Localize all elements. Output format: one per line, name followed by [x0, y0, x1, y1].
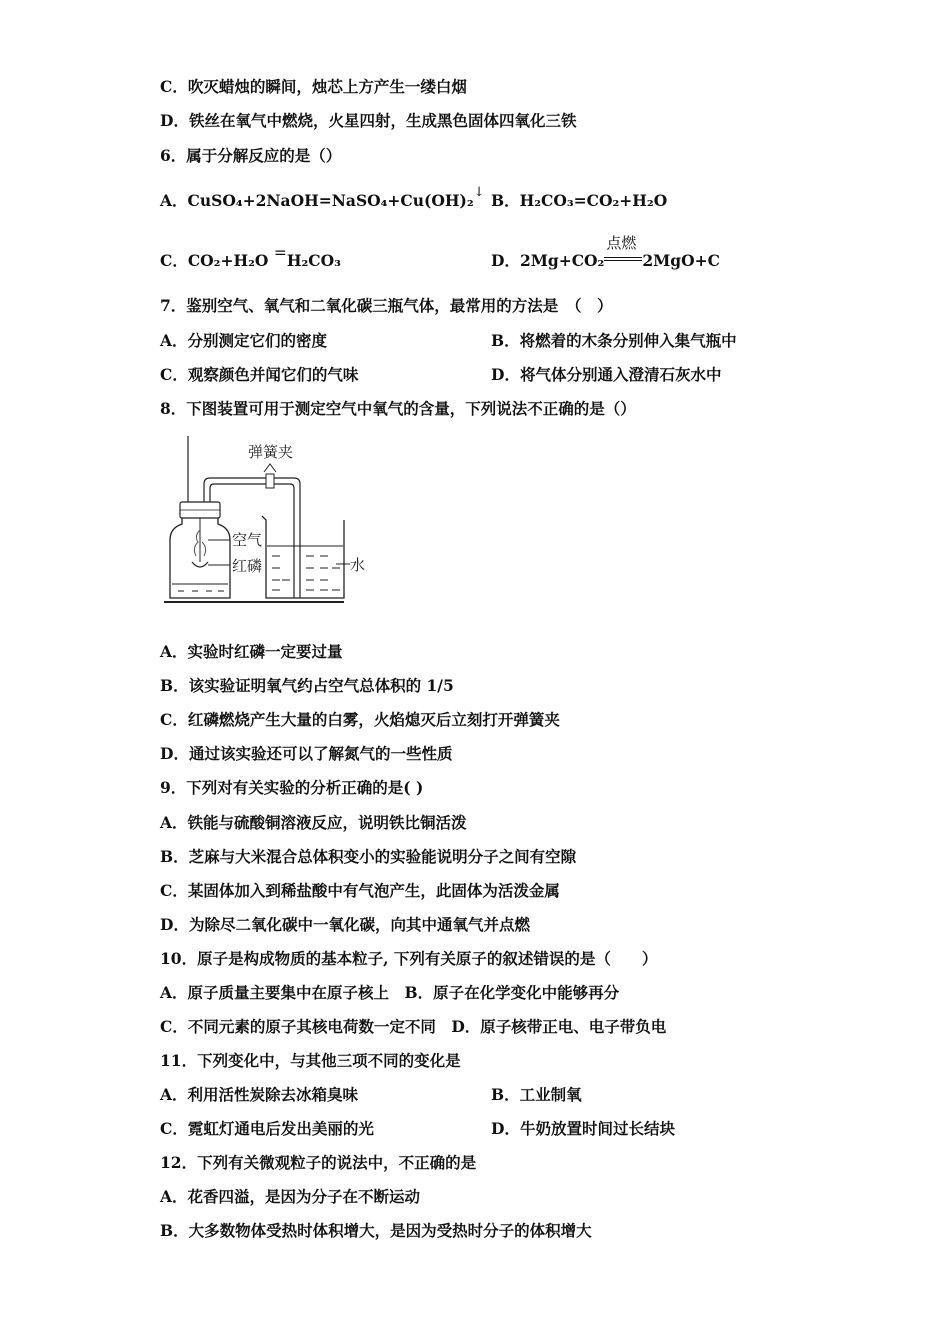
q11-option-b: B．工业制氧: [491, 1085, 582, 1104]
q11-option-a: A．利用活性炭除去冰箱臭味: [160, 1085, 359, 1104]
q9-option-d: D．为除尽二氧化碳中一氧化碳，向其中通氧气并点燃: [160, 915, 530, 934]
double-line: [604, 257, 642, 261]
beaker: [262, 516, 344, 598]
formula-right: 2MgO+C: [642, 251, 720, 270]
q8-stem: 8．下图装置可用于测定空气中氧气的含量，下列说法不正确的是（）: [160, 399, 636, 418]
smoke-icon: [202, 542, 206, 556]
q9-stem: 9．下列对有关实验的分析正确的是( ): [160, 778, 424, 797]
q7-stem: 7．鉴别空气、氧气和二氧化碳三瓶气体，最常用的方法是 （ ）: [160, 296, 613, 315]
q11-option-d: D．牛奶放置时间过长结块: [491, 1119, 675, 1138]
formula: CuSO₄+2NaOH=NaSO₄+Cu(OH)₂: [187, 191, 474, 210]
q12-option-a: A．花香四溢，是因为分子在不断运动: [160, 1187, 421, 1206]
smoke-icon: [194, 530, 200, 556]
q6-option-c: [160, 244, 341, 271]
condition-label: 点燃: [606, 234, 637, 252]
q12-stem: 12．下列有关微观粒子的说法中，不正确的是: [160, 1153, 477, 1172]
air-label: 空气: [232, 531, 263, 549]
q10-options-ab: A．原子质量主要集中在原子核上 B．原子在化学变化中能够再分: [160, 983, 620, 1002]
clamp-label: 弹簧夹: [248, 443, 294, 461]
combustion-spoon: [192, 562, 208, 567]
q5-option-c: C．吹灭蜡烛的瞬间，烛芯上方产生一缕白烟: [160, 77, 467, 96]
water-label: 水: [350, 556, 366, 574]
phosphorus-label: 红磷: [232, 557, 263, 575]
q8-option-d: D．通过该实验还可以了解氮气的一些性质: [160, 744, 453, 763]
precipitate-arrow-icon: ↓: [473, 185, 485, 200]
q8-option-c: C．红磷燃烧产生大量的白雾，火焰熄灭后立刻打开弹簧夹: [160, 710, 560, 729]
q10-options-cd: C．不同元素的原子其核电荷数一定不同 D．原子核带正电、电子带负电: [160, 1017, 667, 1036]
formula: H₂CO₃=CO₂+H₂O: [519, 191, 668, 210]
option-letter: A．: [160, 191, 188, 210]
q11-option-c: C．霓虹灯通电后发出美丽的光: [160, 1119, 374, 1138]
option-letter: C．: [160, 251, 188, 270]
option-letter: B．: [491, 191, 520, 210]
q11-stem: 11．下列变化中，与其他三项不同的变化是: [160, 1051, 461, 1070]
beaker-water-dashes: [272, 556, 340, 590]
oxygen-measurement-apparatus: [160, 432, 370, 612]
q10-stem: 10．原子是构成物质的基本粒子, 下列有关原子的叙述错误的是（ ）: [160, 949, 658, 968]
formula-right: H₂CO₃: [286, 251, 341, 270]
reaction-condition: [604, 234, 642, 271]
formula-left: 2Mg+CO₂: [519, 251, 605, 270]
equals-sign: =: [273, 244, 287, 262]
q6-option-d: [491, 234, 720, 271]
q6-stem: 6．属于分解反应的是（）: [160, 146, 342, 165]
q9-option-b: B．芝麻与大米混合总体积变小的实验能说明分子之间有空隙: [160, 847, 577, 866]
q7-option-d: D．将气体分别通入澄清石灰水中: [491, 365, 722, 384]
q6-option-b: [491, 191, 667, 211]
spring-clamp-icon: [264, 464, 276, 488]
formula-left: CO₂+H₂O: [187, 251, 269, 270]
q12-option-b: B．大多数物体受热时体积增大，是因为受热时分子的体积增大: [160, 1221, 592, 1240]
q7-option-a: A．分别测定它们的密度: [160, 331, 328, 350]
q5-option-d: D．铁丝在氧气中燃烧，火星四射，生成黑色固体四氧化三铁: [160, 111, 577, 130]
q6-option-a: [160, 185, 485, 213]
q8-option-a: A．实验时红磷一定要过量: [160, 642, 343, 661]
q9-option-c: C．某固体加入到稀盐酸中有气泡产生，此固体为活泼金属: [160, 881, 560, 900]
option-letter: D．: [491, 251, 520, 270]
q7-option-c: C．观察颜色并闻它们的气味: [160, 365, 359, 384]
q7-option-b: B．将燃着的木条分别伸入集气瓶中: [491, 331, 737, 350]
q9-option-a: A．铁能与硫酸铜溶液反应，说明铁比铜活泼: [160, 813, 467, 832]
q8-option-b: B．该实验证明氧气约占空气总体积的 1/5: [160, 676, 454, 695]
